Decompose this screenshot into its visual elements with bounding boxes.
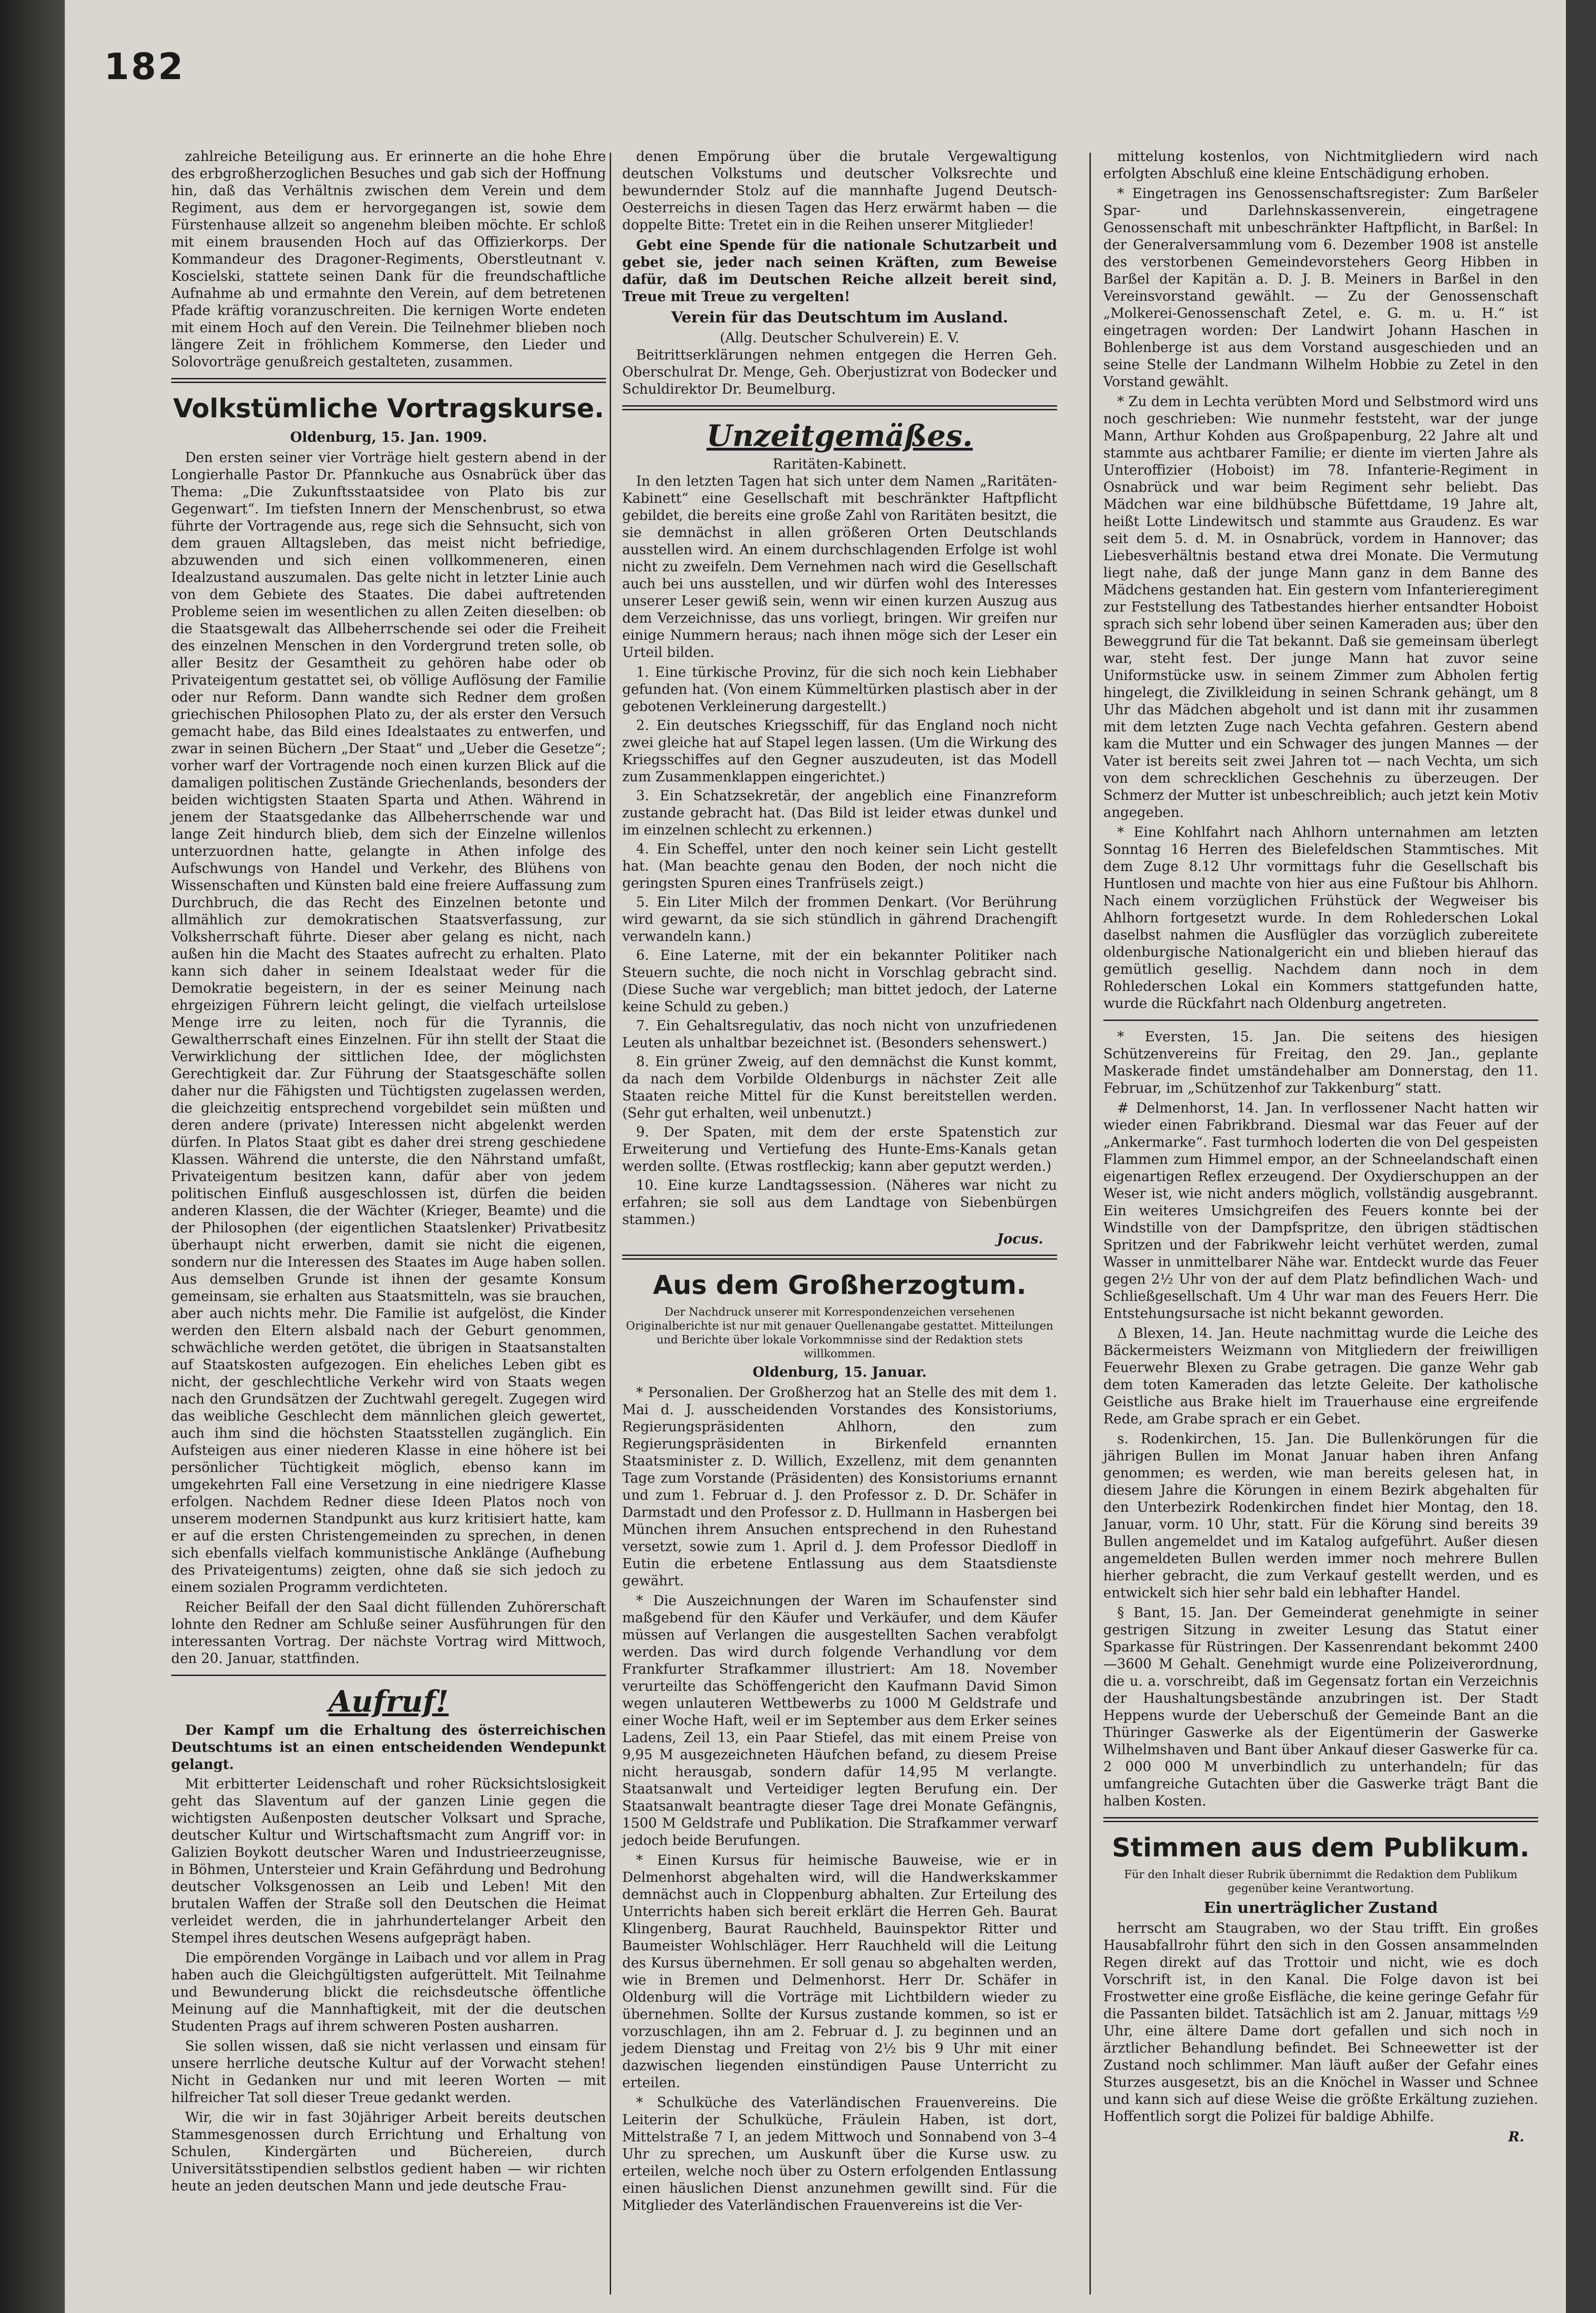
headline-stimmen: Stimmen aus dem Publikum. (1112, 1833, 1530, 1863)
article-body: * Eversten, 15. Jan. Die seitens des hiesigen Schützenvereins für Freitag, den 29. Jan., geplante Maskerade findet umständehalber am Donnerstag, den 11. Februar, im „Schützenhof zur Takkenburg“ statt. (1103, 1029, 1538, 1096)
article-continuation: mittelung kostenlos, von Nichtmitgliedern wird nach erfolgten Abschluß eine kleine Entschädigung erhoben. (1103, 148, 1538, 181)
headline-aufruf: Aufruf! (328, 1684, 449, 1719)
list-item: 5. Ein Liter Milch der frommen Denkart. (Vor Berührung wird gewarnt, da sie sich stündlich in gährend Drachengift verwandeln kann.) (622, 894, 1057, 944)
article-body: * Zu dem in Lechta verübten Mord und Selbstmord wird uns noch geschrieben: Wie nunmehr feststeht, war der junge Mann, Arthur Kohden aus Großpapenburg, 22 Jahre alt und stammte aus achtbarer Familie; er diente im vierten Jahre als Unteroffizier (Hoboist) im 78. Infanterie-Regiment in Osnabrück und war beim Regiment sehr beliebt. Das Mädchen war eine bildhübsche Büfettdame, 19 Jahre alt, heißt Lotte Lindewitsch und stammte aus Graudenz. Es war seit dem 5. d. M. in Osnabrück, vordem in Hannover; das Liebesverhältnis bestand etwa drei Monate. Die Vermutung liegt nahe, daß der junge Mann ganz in dem Banne des Mädchens gestanden hat. Ein gestern vom Infanterieregiment zur Feststellung des Tatbestandes hierher entsandter Hoboist sprach sich sehr lobend über seinen Kameraden aus; über den Beweggrund für die Tat bekannt. Daß sie gemeinsam überlegt war, steht fest. Der junge Mann hat zuvor seine Uniformstücke usw. in seinem Zimmer zum Abholen fertig hingelegt, die Zivilkleidung in seinen Schrank gehängt, um 8 Uhr das Mädchen abgeholt und ist dann mit ihr zusammen mit dem letzten Zuge nach Vechta gefahren. Gestern abend kam die Mutter und ein Schwager des jungen Mannes — der Vater ist bereits seit zwei Jahren tot — nach Vechta, um sich von dem schrecklichen Geschehnis zu überzeugen. Der Schmerz der Mutter ist unbeschreiblich; auch jetzt kein Motiv angegeben. (1103, 394, 1538, 820)
subheadline: Ein unerträglicher Zustand (1203, 1899, 1438, 1917)
article-body: # Delmenhorst, 14. Jan. In verflossener Nacht hatten wir wieder einen Fabrikbrand. Diesmal war das Feuer auf der „Ankermarke“. Fast turmhoch loderten die von Del gespeisten Flammen zum Himmel empor, an der Schneelandschaft einen eigenartigen Reflex erzeugend. Der Oxydierschuppen an der Weser ist, wie nicht anders möglich, vollständig ausgebrannt. Ein weiteres Umsichgreifen des Feuers konnte bei der Windstille von der Dampfspritze, den übrigen städtischen Spritzen und der Fabrikwehr leicht verhütet werden, zumal Wasser in unmittelbarer Nähe war. Entdeckt wurde das Feuer gegen 2½ Uhr von der auf dem Platz befindlichen Wach- und Schließgesellschaft. Um 4 Uhr war man des Feuers Herr. Die Entstehungsursache ist nicht bekannt geworden. (1103, 1100, 1538, 1321)
article-body: * Personalien. Der Großherzog hat an Stelle des mit dem 1. Mai d. J. ausscheidenden Vorstandes des Konsistoriums, Regierungspräsidenten Ahlhorn, den zum Regierungspräsidenten in Birkenfeld ernannten Staatsminister z. D. Willich, Exzellenz, mit dem genannten Tage zum Vorstande (Präsidenten) des Konsistoriums ernannt und zum 1. Februar d. J. den Professor z. D. Dr. Schäfer in Darmstadt und den Professor z. D. Hullmann in Hasbergen bei München ihrem Ansuchen entsprechend in den Ruhestand versetzt, sowie zum 1. April d. J. dem Professor Diedloff in Eutin die erbetene Entlassung aus dem Staatsdienste gewährt. (622, 1385, 1057, 1589)
separator (622, 405, 1057, 410)
headline-unzeitgemaesses: Unzeitgemäßes. (706, 419, 973, 453)
reprint-notice: Der Nachdruck unserer mit Korrespondenzeichen versehenen Originalberichte ist nur mit genauer Quellenangabe gestattet. Mitteilungen und Berichte über lokale Vorkommnisse sind der Redaktion stets willkommen. (626, 1305, 1053, 1360)
rubric-notice: Für den Inhalt dieser Rubrik übernimmt die Redaktion dem Publikum gegenüber keine Verantwortung. (1124, 1868, 1518, 1895)
subheadline: Raritäten-Kabinett. (773, 456, 907, 472)
list-item: 7. Ein Gehaltsregulativ, das noch nicht von unzufriedenen Leuten als unhaltbar bezeichnet ist. (Besonders sehenswert.) (622, 1018, 1057, 1051)
dateline: Oldenburg, 15. Januar. (752, 1364, 927, 1380)
verein-name: Verein für das Deutschtum im Ausland. (671, 308, 1008, 326)
rarities-list (622, 664, 1057, 1228)
article-body: * Einen Kursus für heimische Bauweise, wie er in Delmenhorst abgehalten wird, will die Handwerkskammer demnächst auch in Cloppenburg abhalten. Zur Erteilung des Unterrichts haben sich bereit erklärt die Herren Geh. Baurat Klingenberg, Baurat Rauchheld, Bauinspektor Ritter und Baumeister Wohlschläger. Herr Rauchheld will die Leitung des Kursus übernehmen. Er soll genau so abgehalten werden, wie in Bremen und Delmenhorst. Herr Dr. Schäfer in Oldenburg will die Vorträge mit Lichtbildern wieder zu übernehmen. Sollte der Kursus zustande kommen, so ist er vorzuschlagen, ihn am 2. Februar d. J. zu beginnen und an jedem Dienstag und Freitag von 2½ bis 9 Uhr mit einer dazwischen liegenden einstündigen Pause Unterricht zu erteilen. (622, 1852, 1057, 2090)
article-body: Beitrittserklärungen nehmen entgegen die Herren Geh. Oberschulrat Dr. Menge, Geh. Oberjustizrat von Bodecker und Schuldirektor Dr. Beumelburg. (622, 347, 1057, 397)
list-item: 10. Eine kurze Landtagssession. (Näheres war nicht zu erfahren; sie soll aus dem Landtage von Siebenbürgen stammen.) (622, 1177, 1057, 1227)
article-body: herrscht am Staugraben, wo der Stau trifft. Ein großes Hausabfallrohr führt den sich in den Gossen ansammelnden Regen direkt auf das Trottoir und nicht, wie es doch Vorschrift ist, in den Kanal. Die Folge davon ist bei Frostwetter eine große Eisfläche, die keine geringe Gefahr für die Passanten bildet. Tatsächlich ist am 2. Januar, mittags ½9 Uhr, eine ältere Dame dort gefallen und sich noch in ärztlicher Behandlung befindet. Bei Schneewetter ist der Zustand noch schlimmer. Man läuft außer der Gefahr eines Sturzes ausgesetzt, bis an die Knöchel in Wasser und Schnee und kann sich auf diese Weise die größte Erkältung zuziehen. Hoffentlich sorgt die Polizei für baldige Abhilfe. (1103, 1920, 1538, 2124)
list-item: 2. Ein deutsches Kriegsschiff, für das England noch nicht zwei gleiche hat auf Stapel legen lassen. (Um die Wirkung des Kriegsschiffes auf den Gegner auszudeuten, ist das Modell zum Zusammenklappen eingerichtet.) (622, 717, 1057, 785)
column-rule-1 (610, 153, 611, 2294)
list-item: 6. Eine Laterne, mit der ein bekannter Politiker nach Steuern suchte, die noch nicht in Vorschlag gebracht sind. (Diese Suche war vergeblich; man bittet jedoch, der Laterne keine Schuld zu geben.) (622, 947, 1057, 1014)
article-body: Den ersten seiner vier Vorträge hielt gestern abend in der Longierhalle Pastor Dr. Pfannkuche aus Osnabrück über das Thema: „Die Zukunftsstaatsidee von Plato bis zur Gegenwart“. Im tiefsten Innern der Menschenbrust, so etwa führte der Vortragende aus, rege sich die Sehnsucht, sich von dem grauen Alltagsleben, das meist nicht befriedige, abzuwenden und sich einen vollkommeneren, einen Idealzustand auszumalen. Das gelte nicht in letzter Linie auch von dem Gebiete des Staates. Die dabei auftretenden Probleme seien im wesentlichen zu allen Zeiten dieselben: ob die Staatsgewalt das Allbeherrschende sei oder die Freiheit des einzelnen Menschen in den Vordergrund treten solle, ob aller Besitz der Gesamtheit zu gehören habe oder ob Privateigentum gestattet sei, ob völlige Auflösung der Familie oder nur Reform. Dann wandte sich Redner dem großen griechischen Philosophen Plato zu, der als erster den Versuch gemacht habe, das Bild eines Idealstaates zu entwerfen, und zwar in seinen Büchern „Der Staat“ und „Ueber die Gesetze“; vorher warf der Vortragende noch einen kurzen Blick auf die damaligen politischen Zustände Griechenlands, besonders der beiden wichtigsten Staaten Sparta und Athen. Während in jenem der Staatsgedanke das Allbeherrschende war und lange Zeit hindurch blieb, dem sich der Einzelne willenlos unterzuordnen hatte, gelangte in Athen infolge des Aufschwungs von Handel und Verkehr, des Blühens von Wissenschaften und Künsten bald eine freiere Auffassung zum Durchbruch, die das Recht des Einzelnen betonte und allmählich zur demokratischen Staatsverfassung, zur Volksherrschaft führte. Dieser aber gelang es nicht, nach außen hin die Macht des Staates aufrecht zu erhalten. Plato kann sich daher in seinem Idealstaat weder für die Demokratie begeistern, in der es seiner Meinung nach ehrgeizigen Führern leicht gelingt, die vielfach urteilslose Menge irre zu leiten, noch für die Tyrannis, die Gewaltherrschaft eines Einzelnen. Für ihn stellt der Staat die Verwirklichung der sittlichen Idee, der möglichsten Gerechtigkeit dar. Zur Führung der Staatsgeschäfte sollen daher nur die Fähigsten und Tüchtigsten zugelassen werden, die gleichzeitig entsprechend vorgebildet sein müßten und deren andere (private) Interessen nicht abgelenkt werden dürfen. In Platos Staat gibt es daher drei streng geschiedene Klassen. Während die unterste, die den Nährstand umfaßt, Privateigentum besitzen kann, dafür aber von jedem politischen Einfluß ausgeschlossen ist, dürfen die beiden anderen Klassen, die der Wächter (Krieger, Beamte) und die der Philosophen (der eigentlichen Staatslenker) Privatbesitz überhaupt nicht erwerben, damit sie nicht die eigenen, sondern nur die Interessen des Staates im Auge haben sollen. Aus demselben Grunde ist ihnen der gesamte Konsum gemeinsam, sie erhalten aus Staatsmitteln, was sie brauchen, aber auch nichts mehr. Die Familie ist aufgelöst, die Kinder werden den Eltern alsbald nach der Geburt genommen, schwächliche werden getötet, die übrigen in Staatsanstalten auf Staatskosten aufgezogen. Ein eheliches Leben gibt es nicht, der geschlechtliche Verkehr wird von Staats wegen nach den Grundsätzen der Zuchtwahl geregelt. Zugegen wird das weibliche Geschlecht dem männlichen gleich gewertet, auch ihm sind die höchsten Staatsstellen zugänglich. Ein Aufsteigen aus einer niederen Klasse in eine höhere ist bei persönlicher Tüchtigkeit möglich, ebenso kann im umgekehrten Fall eine Versetzung in eine niedrigere Klasse erfolgen. Nachdem Redner diese Ideen Platos noch von unserem modernen Standpunkt aus kurz kritisiert hatte, kam er auf die ersten Christengemeinden zu sprechen, in denen sich ebenfalls vielfach kommunistische Anklänge (Aufhebung des Privateigentums) zeigten, ohne daß sie sich jedoch zu einem sozialen Programm verdichteten. (171, 450, 606, 1595)
separator (622, 1255, 1057, 1260)
column-3 (1103, 148, 1538, 2145)
headline-grossherzogtum: Aus dem Großherzogtum. (653, 1270, 1027, 1300)
article-body: Δ Blexen, 14. Jan. Heute nachmittag wurde die Leiche des Bäckermeisters Weizmann von Mitgliedern der freiwilligen Feuerwehr Blexen zu Grabe getragen. Die ganze Wehr gab dem toten Kameraden das letzte Geleite. Der katholische Geistliche aus Brake hielt im Trauerhause eine ergreifende Rede, am Grabe sprach er ein Gebet. (1103, 1325, 1538, 1427)
column-rule-2 (1089, 153, 1091, 2294)
page-number: 182 (104, 46, 185, 88)
article-body: * Die Auszeichnungen der Waren im Schaufenster sind maßgebend für den Käufer und Verkäufer, und dem Käufer müssen auf Verlangen die ausgestellten Sachen verabfolgt werden. Das wird durch folgende Verhandlung vor dem Frankfurter Strafkammer illustriert: Am 18. November verurteilte das Schöffengericht den Kaufmann David Simon wegen unlauteren Wettbewerbs zu 1000 M Geldstrafe und einer Woche Haft, weil er im September aus dem Erker seines Ladens, Zeil 13, ein Paar Stiefel, das mit einem Preise von 9,95 M ausgezeichneten Häufchen befand, zu diesem Preise nicht herausgab, sondern dafür 14,95 M verlangte. Staatsanwalt und Verteidiger legten Berufung ein. Der Staatsanwalt beantragte dieser Tage drei Monate Gefängnis, 1500 M Geldstrafe und Publikation. Die Strafkammer verwarf jedoch beide Berufungen. (622, 1593, 1057, 1848)
article-body: Gebt eine Spende für die nationale Schutzarbeit und gebet sie, jeder nach seinen Kräften, zum Beweise dafür, daß im Deutschen Reiche allzeit bereit sind, Treue mit Treue zu vergelten! (622, 237, 1057, 304)
article-body: * Eingetragen ins Genossenschaftsregister: Zum Barßeler Spar- und Darlehnskassenverein, eingetragene Genossenschaft mit unbeschränkter Haftpflicht, in Barßel: In der Generalversammlung vom 6. Dezember 1908 ist anstelle des verstorbenen Gemeindevorstehers Georg Hibben in Barßel der Kapitän a. D. J. B. Meiners in Barßel in den Vereinsvorstand gewählt. — Zu der Genossenschaft „Molkerei-Genossenschaft Zetel, e. G. m. u. H.“ ist eingetragen worden: Der Landwirt Johann Haschen in Bohlenberge ist aus dem Vorstand ausgeschieden und an seine Stelle der Landmann Wilhelm Hobbie zu Zetel in den Vorstand gewählt. (1103, 186, 1538, 390)
article-lead: Der Kampf um die Erhaltung des österreichischen Deutschtums ist an einen entscheidenden Wendepunkt gelangt. (171, 1722, 606, 1772)
list-item: 8. Ein grüner Zweig, auf den demnächst die Kunst kommt, da nach dem Vorbilde Oldenburgs in nächster Zeit alle Staaten reiche Mittel für die Kunst bereitstellen werden. (Sehr gut erhalten, weil unbenutzt.) (622, 1054, 1057, 1121)
article-body: Reicher Beifall der den Saal dicht füllenden Zuhörerschaft lohnte den Redner am Schluße seiner Ausführungen für den interessanten Vortrag. Der nächste Vortrag wird Mittwoch, den 20. Januar, stattfinden. (171, 1599, 606, 1666)
article-body: * Eine Kohlfahrt nach Ahlhorn unternahmen am letzten Sonntag 16 Herren des Bielefeldschen Stammtisches. Mit dem Zuge 8.12 Uhr vormittags fuhr die Gesellschaft bis Huntlosen und machte von hier aus eine Fußtour bis Ahlhorn. Nach einem vorzüglichen Frühstück der Wegweiser bis Ahlhorn fortgesetzt wurde. In dem Rohlederschen Lokal daselbst nahmen die Ausflügler das vorzüglich zubereitete oldenburgische Nationalgericht ein und blieben hierauf das gemütlich gesellig. Nachdem dann noch in dem Rohlederschen Lokal ein Kommers stattgefunden hatte, wurde die Rückfahrt nach Oldenburg angetreten. (1103, 824, 1538, 1011)
article-body: Sie sollen wissen, daß sie nicht verlassen und einsam für unsere herrliche deutsche Kultur auf der Vorwacht stehen! Nicht in Gedanken nur und mit leeren Worten — mit hilfreicher Tat soll dieser Treue gedankt werden. (171, 2038, 606, 2105)
article-body: Die empörenden Vorgänge in Laibach und vor allem in Prag haben auch die Gleichgültigsten aufgerüttelt. Mit Teilnahme und Bewunderung blickt die reichsdeutsche öffentliche Meinung auf die Mannhaftigkeit, mit der die deutschen Studenten Prags auf ihrem schweren Posten ausharren. (171, 1950, 606, 2034)
article-body: § Bant, 15. Jan. Der Gemeinderat genehmigte in seiner gestrigen Sitzung in zweiter Lesung das Statut einer Sparkasse für Rüstringen. Der Kassenrendant bekommt 2400—3600 M Gehalt. Genehmigt wurde eine Polizeiverordnung, die u. a. vorschreibt, daß im Gegensatz fortan ein Verzeichnis der Haushaltungsbestände anzubringen ist. Der Stadt Heppens wurde der Ueberschuß der Gemeinde Bant an die Thüringer Gaswerke als der Eigentümerin der Gaswerke Wilhelmshaven und Bant über Ankauf dieser Gaswerke für ca. 2 000 000 M unverbindlich zu unterhandeln; für das umfangreiche Gutachten über die Gaswerke trägt Bant die halben Kosten. (1103, 1605, 1538, 1809)
dateline: Oldenburg, 15. Jan. 1909. (290, 429, 487, 445)
list-item: 9. Der Spaten, mit dem der erste Spatenstich zur Erweiterung und Vertiefung des Hunte-Ems-Kanals getan werden sollte. (Etwas rostfleckig; kann aber geputzt werden.) (622, 1124, 1057, 1174)
article-body: In den letzten Tagen hat sich unter dem Namen „Raritäten-Kabinett“ eine Gesellschaft mit beschränkter Haftpflicht gebildet, die bereits eine große Zahl von Raritäten besitzt, die sie demnächst in allen größeren Orten Deutschlands ausstellen wird. An einem durchschlagenden Erfolge ist wohl nicht zu zweifeln. Dem Vernehmen nach wird die Gesellschaft auch bei uns ausstellen, und wir dürfen wohl des Interesses unserer Leser gewiß sein, wenn wir einen kurzen Auszug aus dem Verzeichnisse, das uns vorliegt, bringen. Wir greifen nur einige Nummern heraus; nach ihnen möge sich der Leser ein Urteil bilden. (622, 473, 1057, 660)
author-signature: R. (1508, 2128, 1524, 2145)
author-signature: Jocus. (997, 1231, 1043, 1247)
article-continuation: zahlreiche Beteiligung aus. Er erinnerte an die hohe Ehre des erbgroßherzoglichen Besuches und gab sich der Hoffnung hin, daß das Verhältnis zwischen dem Verein und dem Regiment, aus dem er hervorgegangen ist, sowie dem Fürstenhause allzeit so angenehm bleiben möchte. Er schloß mit einem brausenden Hoch auf das Offizierkorps. Der Kommandeur des Dragoner-Regiments, Oberstleutnant v. Koscielski, stattete seinen Dank für die freundschaftliche Aufnahme ab und ermahnte den Verein, auf dem betretenen Pfade kräftig voranzuschreiten. Die kernigen Worte endeten mit einem Hoch auf den Verein. Die Teilnehmer blieben noch längere Zeit in fröhlichem Kommerse, den Lieder und Solovorträge genußreich gestalteten, zusammen. (171, 148, 606, 370)
article-body: * Schulküche des Vaterländischen Frauenvereins. Die Leiterin der Schulküche, Fräulein Haben, ist dort, Mittelstraße 7 I, an jedem Mittwoch und Sonnabend von 3–4 Uhr zu sprechen, um Auskunft über die Kurse usw. zu erteilen, welche noch über zu Ostern erfolgenden Entlassung einen häuslichen Dienst anzunehmen gewillt sind. Für die Mitglieder des Vaterländischen Frauenvereins ist die Ver- (622, 2095, 1057, 2213)
article-body: Wir, die wir in fast 30jähriger Arbeit bereits deutschen Stammesgenossen durch Errichtung und Erhaltung von Schulen, Kindergärten und Büchereien, durch Universitätsstipendien selbstlos gedient haben — wir richten heute an jeden deutschen Mann und jede deutsche Frau- (171, 2109, 606, 2194)
list-item: 1. Eine türkische Provinz, für die sich noch kein Liebhaber gefunden hat. (Von einem Kümmeltürken plastisch aber in der gebotenen Verkleinerung dargestellt.) (622, 664, 1057, 714)
article-body: Mit erbitterter Leidenschaft und roher Rücksichtslosigkeit geht das Slaventum auf der ganzen Linie gegen die wichtigsten Außenposten deutscher Volksart und Sprache, deutscher Kultur und Wirtschaftsmacht zum Angriff vor: in Galizien Boykott deutscher Waren und Industrieerzeugnisse, in Böhmen, Untersteier und Krain Gefährdung und Bedrohung deutscher Volksgenossen an Leib und Leben! Mit den brutalen Waffen der Straße soll den Deutschen die Heimat verleidet werden, die in jahrhundertelanger Arbeit den Stempel ihres deutschen Wesens aufgeprägt haben. (171, 1776, 606, 1946)
list-item: 3. Ein Schatzsekretär, der angeblich eine Finanzreform zustande gebracht hat. (Das Bild ist leider etwas dunkel und im einzelnen schlecht zu erkennen.) (622, 788, 1057, 838)
separator (171, 378, 606, 383)
separator (1103, 1020, 1538, 1021)
verein-sub: (Allg. Deutscher Schulverein) E. V. (720, 330, 959, 346)
headline-vortragskurse: Volkstümliche Vortragskurse. (173, 394, 604, 424)
book-binding-shadow (0, 0, 65, 2313)
column-1 (171, 148, 606, 2197)
list-item: 4. Ein Scheffel, unter den noch keiner sein Licht gestellt hat. (Man beachte genau den Boden, der noch nicht die geringsten Spuren eines Tranfrüsels zeigt.) (622, 841, 1057, 891)
separator (1103, 1817, 1538, 1822)
separator (171, 1675, 606, 1676)
article-continuation: denen Empörung über die brutale Vergewaltigung deutschen Volkstums und deutscher Volksrechte und bewundernder Stolz auf die mannhafte Jugend Deutsch-Oesterreichs in diesen Tagen das Herz erwärmt haben — die doppelte Bitte: Tretet ein in die Reihen unserer Mitglieder! (622, 148, 1057, 233)
column-2 (622, 148, 1057, 2217)
article-body: s. Rodenkirchen, 15. Jan. Die Bullenkörungen für die jährigen Bullen im Monat Januar haben ihren Anfang genommen; es werden, wie man bereits gelesen hat, in diesem Jahre die Körungen in einem Bezirk abgehalten für den Unterbezirk Rodenkirchen findet hier Montag, den 18. Januar, vorm. 10 Uhr, statt. Für die Körung sind bereits 39 Bullen angemeldet und im Katalog aufgeführt. Außer diesen angemeldeten Bullen werden immer noch mehrere Bullen hierher gebracht, die zum Verkauf gestellt werden, und es entwickelt sich hier sehr bald ein lebhafter Handel. (1103, 1431, 1538, 1601)
